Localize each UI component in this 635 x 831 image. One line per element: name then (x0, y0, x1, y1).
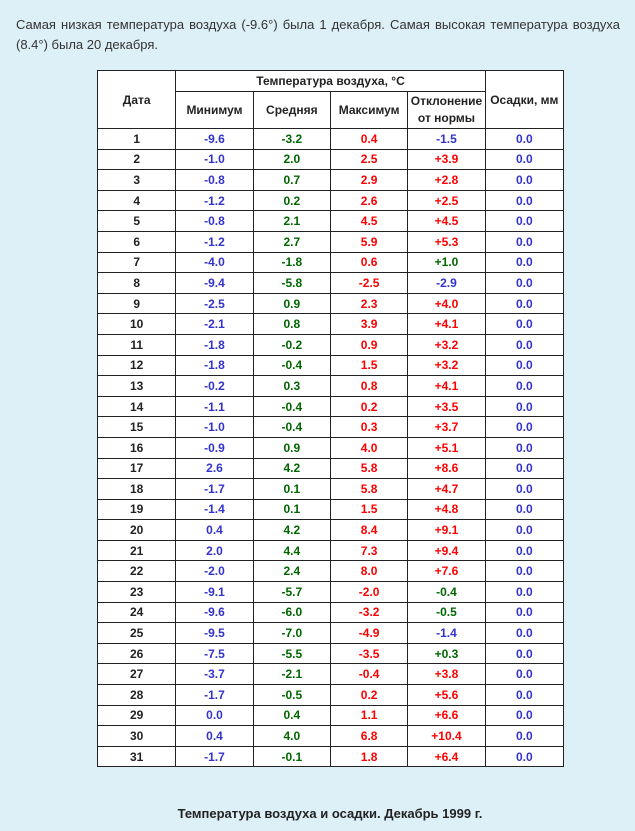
cell-min: -9.6 (176, 129, 253, 150)
cell-min: 0.4 (176, 520, 253, 541)
header-precip: Осадки, мм (485, 71, 563, 129)
cell-min: -1.4 (176, 499, 253, 520)
cell-min: -2.5 (176, 293, 253, 314)
cell-max: 5.9 (330, 231, 407, 252)
cell-min: -0.9 (176, 437, 253, 458)
cell-precip: 0.0 (485, 170, 563, 191)
header-deviation-line1: Отклонение (410, 94, 483, 108)
cell-max: 4.0 (330, 437, 407, 458)
cell-date: 4 (98, 190, 176, 211)
cell-deviation: +6.6 (408, 705, 485, 726)
cell-min: 2.6 (176, 458, 253, 479)
table-row (98, 129, 564, 150)
cell-date: 8 (98, 273, 176, 294)
cell-max: 1.5 (330, 499, 407, 520)
cell-precip: 0.0 (485, 458, 563, 479)
table-row (98, 602, 564, 623)
header-temp-group: Температура воздуха, °C (176, 71, 485, 92)
table-row (98, 746, 564, 767)
cell-deviation: +6.4 (408, 746, 485, 767)
cell-max: 7.3 (330, 540, 407, 561)
cell-date: 14 (98, 396, 176, 417)
cell-min: -1.0 (176, 149, 253, 170)
cell-max: 2.5 (330, 149, 407, 170)
table-row (98, 149, 564, 170)
cell-max: -3.2 (330, 602, 407, 623)
cell-avg: 4.0 (253, 726, 330, 747)
cell-deviation: -0.5 (408, 602, 485, 623)
table-row (98, 623, 564, 644)
cell-avg: 2.7 (253, 231, 330, 252)
cell-precip: 0.0 (485, 664, 563, 685)
cell-precip: 0.0 (485, 437, 563, 458)
table-row (98, 685, 564, 706)
cell-precip: 0.0 (485, 417, 563, 438)
cell-deviation: +2.5 (408, 190, 485, 211)
weather-table (97, 70, 564, 767)
cell-deviation: +5.1 (408, 437, 485, 458)
cell-avg: 0.1 (253, 499, 330, 520)
cell-date: 27 (98, 664, 176, 685)
table-row (98, 231, 564, 252)
cell-max: 1.5 (330, 355, 407, 376)
cell-deviation: +0.3 (408, 643, 485, 664)
cell-max: 8.4 (330, 520, 407, 541)
cell-max: 0.6 (330, 252, 407, 273)
cell-date: 3 (98, 170, 176, 191)
table-row (98, 376, 564, 397)
cell-deviation: +2.8 (408, 170, 485, 191)
table-row (98, 190, 564, 211)
cell-max: 0.2 (330, 396, 407, 417)
cell-max: 0.4 (330, 129, 407, 150)
cell-avg: -1.8 (253, 252, 330, 273)
cell-min: -9.1 (176, 582, 253, 603)
table-row (98, 664, 564, 685)
cell-deviation: -2.9 (408, 273, 485, 294)
cell-date: 29 (98, 705, 176, 726)
table-row (98, 705, 564, 726)
cell-date: 18 (98, 479, 176, 500)
cell-deviation: +7.6 (408, 561, 485, 582)
cell-precip: 0.0 (485, 623, 563, 644)
cell-max: 4.5 (330, 211, 407, 232)
table-row (98, 479, 564, 500)
cell-avg: -3.2 (253, 129, 330, 150)
cell-min: -2.1 (176, 314, 253, 335)
cell-min: -1.1 (176, 396, 253, 417)
cell-precip: 0.0 (485, 499, 563, 520)
cell-min: 0.0 (176, 705, 253, 726)
cell-max: 2.6 (330, 190, 407, 211)
cell-avg: 2.4 (253, 561, 330, 582)
cell-avg: -7.0 (253, 623, 330, 644)
cell-precip: 0.0 (485, 685, 563, 706)
cell-precip: 0.0 (485, 479, 563, 500)
cell-avg: 0.7 (253, 170, 330, 191)
cell-min: 2.0 (176, 540, 253, 561)
cell-max: 0.2 (330, 685, 407, 706)
cell-min: -9.6 (176, 602, 253, 623)
cell-max: -3.5 (330, 643, 407, 664)
cell-date: 5 (98, 211, 176, 232)
cell-date: 13 (98, 376, 176, 397)
cell-date: 1 (98, 129, 176, 150)
cell-min: -1.8 (176, 334, 253, 355)
cell-avg: -5.7 (253, 582, 330, 603)
cell-deviation: +4.0 (408, 293, 485, 314)
cell-deviation: +4.1 (408, 376, 485, 397)
cell-min: -1.7 (176, 479, 253, 500)
cell-precip: 0.0 (485, 376, 563, 397)
cell-precip: 0.0 (485, 314, 563, 335)
cell-max: 0.8 (330, 376, 407, 397)
cell-max: 0.9 (330, 334, 407, 355)
table-row (98, 252, 564, 273)
cell-min: -1.0 (176, 417, 253, 438)
cell-deviation: +3.8 (408, 664, 485, 685)
cell-precip: 0.0 (485, 293, 563, 314)
cell-date: 20 (98, 520, 176, 541)
cell-date: 26 (98, 643, 176, 664)
cell-precip: 0.0 (485, 149, 563, 170)
cell-avg: -0.4 (253, 355, 330, 376)
cell-avg: -0.4 (253, 417, 330, 438)
header-deviation (408, 92, 485, 129)
cell-avg: -0.2 (253, 334, 330, 355)
cell-deviation: +9.4 (408, 540, 485, 561)
table-row (98, 314, 564, 335)
cell-max: 1.1 (330, 705, 407, 726)
cell-max: 8.0 (330, 561, 407, 582)
cell-avg: 0.9 (253, 293, 330, 314)
cell-date: 17 (98, 458, 176, 479)
cell-avg: -0.5 (253, 685, 330, 706)
cell-date: 2 (98, 149, 176, 170)
cell-avg: -5.8 (253, 273, 330, 294)
cell-date: 19 (98, 499, 176, 520)
intro-paragraph: Самая низкая температура воздуха (-9.6°) была 1 декабря. Самая высокая температура воздуха (8.4°) была 20 декабря. (16, 17, 620, 52)
cell-min: -1.8 (176, 355, 253, 376)
table-row (98, 211, 564, 232)
cell-precip: 0.0 (485, 540, 563, 561)
table-row (98, 396, 564, 417)
cell-max: 1.8 (330, 746, 407, 767)
cell-date: 25 (98, 623, 176, 644)
table-row (98, 520, 564, 541)
cell-deviation: +3.2 (408, 355, 485, 376)
cell-precip: 0.0 (485, 643, 563, 664)
cell-min: -9.5 (176, 623, 253, 644)
cell-min: -1.2 (176, 190, 253, 211)
cell-date: 21 (98, 540, 176, 561)
cell-max: -4.9 (330, 623, 407, 644)
table-row (98, 726, 564, 747)
cell-precip: 0.0 (485, 561, 563, 582)
cell-min: -7.5 (176, 643, 253, 664)
cell-avg: 0.3 (253, 376, 330, 397)
cell-min: -1.7 (176, 746, 253, 767)
cell-date: 16 (98, 437, 176, 458)
table-row (98, 643, 564, 664)
cell-precip: 0.0 (485, 129, 563, 150)
cell-deviation: +3.9 (408, 149, 485, 170)
cell-date: 28 (98, 685, 176, 706)
table-row (98, 437, 564, 458)
cell-precip: 0.0 (485, 582, 563, 603)
table-caption: Температура воздуха и осадки. Декабрь 1999 г. (177, 806, 483, 821)
cell-date: 22 (98, 561, 176, 582)
header-avg: Средняя (253, 92, 330, 129)
cell-min: -3.7 (176, 664, 253, 685)
table-row (98, 170, 564, 191)
cell-deviation: +4.5 (408, 211, 485, 232)
cell-precip: 0.0 (485, 231, 563, 252)
cell-deviation: -1.5 (408, 129, 485, 150)
cell-precip: 0.0 (485, 602, 563, 623)
cell-deviation: +5.3 (408, 231, 485, 252)
cell-date: 11 (98, 334, 176, 355)
cell-avg: -2.1 (253, 664, 330, 685)
cell-date: 24 (98, 602, 176, 623)
cell-precip: 0.0 (485, 273, 563, 294)
cell-avg: 0.1 (253, 479, 330, 500)
header-max: Максимум (330, 92, 407, 129)
cell-precip: 0.0 (485, 396, 563, 417)
cell-precip: 0.0 (485, 252, 563, 273)
cell-max: -2.5 (330, 273, 407, 294)
cell-max: -0.4 (330, 664, 407, 685)
cell-deviation: +9.1 (408, 520, 485, 541)
table-row (98, 582, 564, 603)
cell-deviation: +3.2 (408, 334, 485, 355)
cell-max: -2.0 (330, 582, 407, 603)
cell-max: 0.3 (330, 417, 407, 438)
table-body (98, 129, 564, 767)
cell-precip: 0.0 (485, 726, 563, 747)
cell-date: 15 (98, 417, 176, 438)
cell-avg: 4.4 (253, 540, 330, 561)
cell-deviation: -0.4 (408, 582, 485, 603)
cell-max: 3.9 (330, 314, 407, 335)
cell-avg: 0.8 (253, 314, 330, 335)
cell-deviation: -1.4 (408, 623, 485, 644)
cell-deviation: +3.7 (408, 417, 485, 438)
table-row (98, 499, 564, 520)
table-row (98, 273, 564, 294)
cell-precip: 0.0 (485, 746, 563, 767)
cell-avg: 2.0 (253, 149, 330, 170)
cell-min: 0.4 (176, 726, 253, 747)
cell-min: -1.2 (176, 231, 253, 252)
cell-avg: 0.2 (253, 190, 330, 211)
cell-deviation: +5.6 (408, 685, 485, 706)
cell-deviation: +4.7 (408, 479, 485, 500)
header-deviation-line2: от нормы (417, 111, 476, 125)
cell-avg: -0.4 (253, 396, 330, 417)
table-row (98, 334, 564, 355)
cell-max: 5.8 (330, 458, 407, 479)
cell-min: -1.7 (176, 685, 253, 706)
cell-min: -0.8 (176, 211, 253, 232)
cell-precip: 0.0 (485, 705, 563, 726)
table-row (98, 355, 564, 376)
table-row (98, 417, 564, 438)
cell-precip: 0.0 (485, 190, 563, 211)
cell-date: 10 (98, 314, 176, 335)
table-row (98, 458, 564, 479)
cell-deviation: +8.6 (408, 458, 485, 479)
cell-avg: 4.2 (253, 458, 330, 479)
cell-avg: 0.9 (253, 437, 330, 458)
cell-max: 5.8 (330, 479, 407, 500)
cell-date: 23 (98, 582, 176, 603)
cell-date: 7 (98, 252, 176, 273)
cell-date: 30 (98, 726, 176, 747)
cell-deviation: +1.0 (408, 252, 485, 273)
cell-avg: 2.1 (253, 211, 330, 232)
cell-min: -0.8 (176, 170, 253, 191)
cell-avg: -0.1 (253, 746, 330, 767)
cell-avg: 4.2 (253, 520, 330, 541)
cell-date: 12 (98, 355, 176, 376)
cell-min: -0.2 (176, 376, 253, 397)
cell-date: 31 (98, 746, 176, 767)
cell-max: 2.9 (330, 170, 407, 191)
cell-date: 9 (98, 293, 176, 314)
cell-precip: 0.0 (485, 211, 563, 232)
table-row (98, 293, 564, 314)
cell-min: -2.0 (176, 561, 253, 582)
table-row (98, 540, 564, 561)
cell-min: -4.0 (176, 252, 253, 273)
cell-date: 6 (98, 231, 176, 252)
cell-max: 2.3 (330, 293, 407, 314)
cell-deviation: +4.1 (408, 314, 485, 335)
cell-max: 6.8 (330, 726, 407, 747)
cell-precip: 0.0 (485, 334, 563, 355)
cell-min: -9.4 (176, 273, 253, 294)
cell-avg: -5.5 (253, 643, 330, 664)
cell-avg: 0.4 (253, 705, 330, 726)
cell-deviation: +3.5 (408, 396, 485, 417)
header-date: Дата (98, 71, 176, 129)
cell-deviation: +10.4 (408, 726, 485, 747)
table-row (98, 561, 564, 582)
cell-deviation: +4.8 (408, 499, 485, 520)
header-min: Минимум (176, 92, 253, 129)
cell-precip: 0.0 (485, 355, 563, 376)
cell-avg: -6.0 (253, 602, 330, 623)
cell-precip: 0.0 (485, 520, 563, 541)
